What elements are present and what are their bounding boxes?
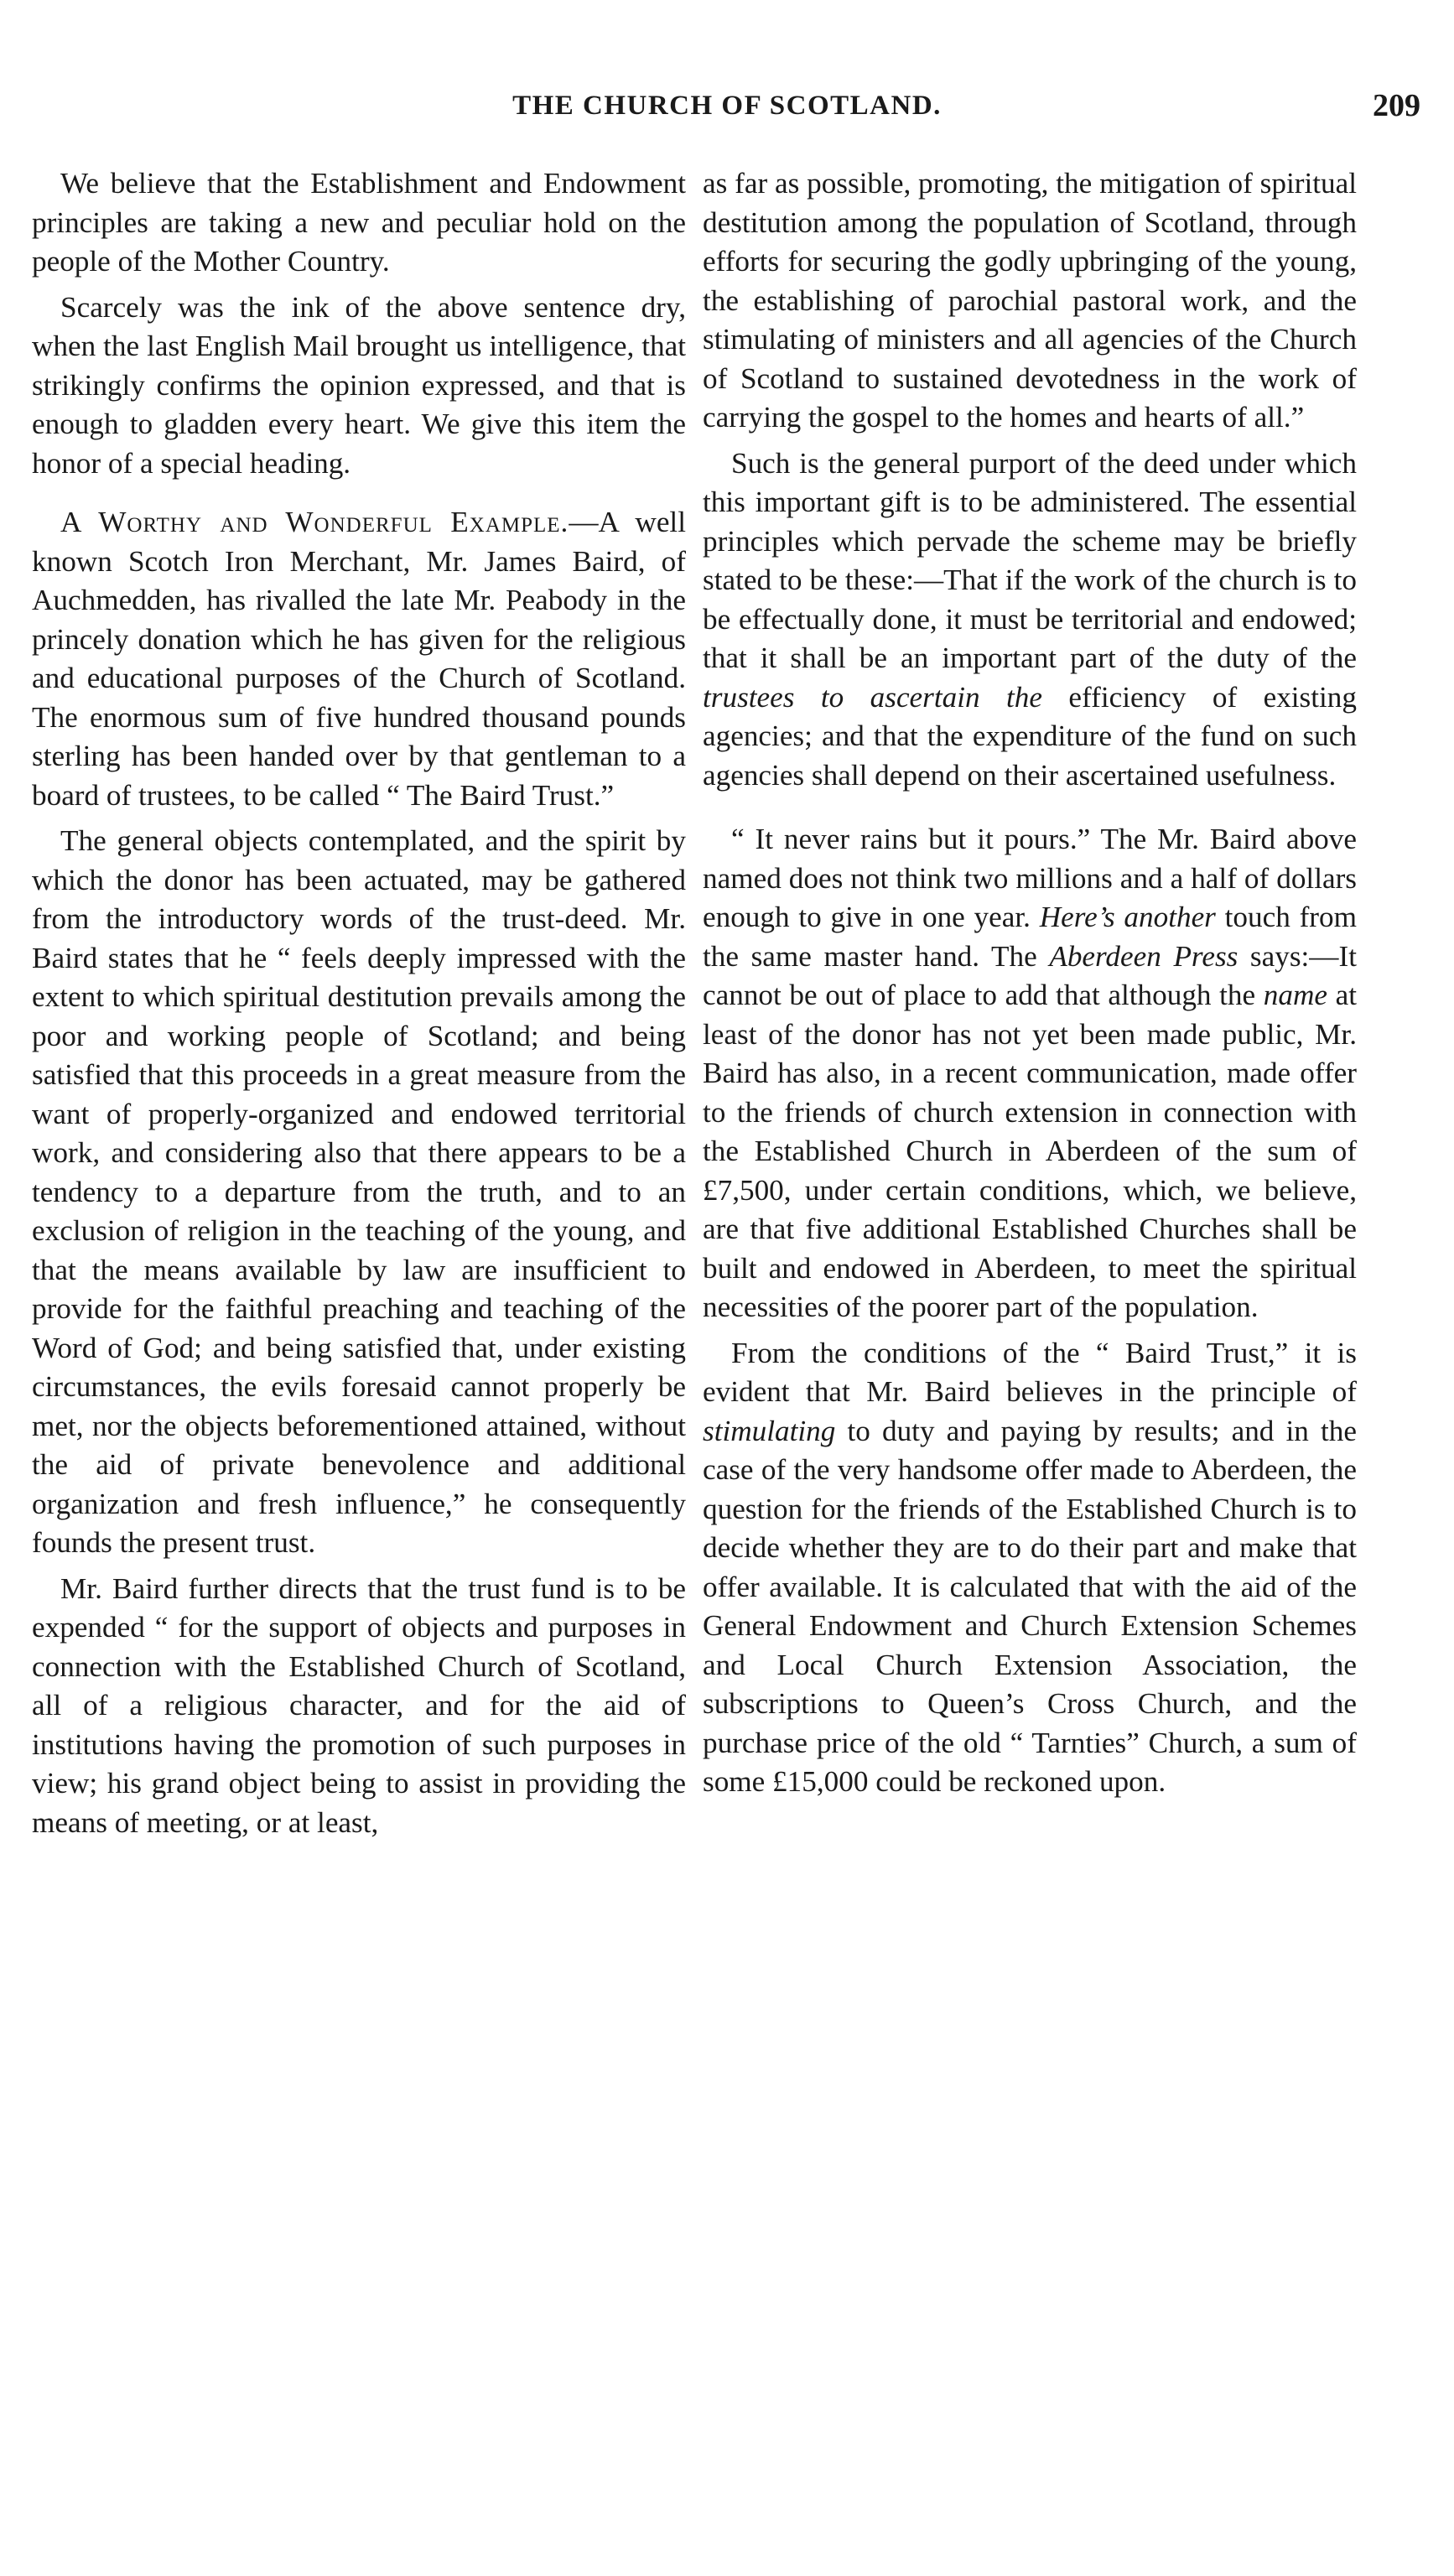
italic-text: name (1263, 979, 1327, 1011)
paragraph: Scarcely was the ink of the above sentence dry, when the last English Mail brought us intelligence, that strikingly confirms the opinion expressed, and that is enough to gladden every heart. We give this item the honor of a special heading. (32, 290, 686, 480)
page-header (34, 88, 1420, 132)
paragraph-text: From the conditions of the “ Baird Trust,” it is evident that Mr. Baird believes in the principle of (703, 1336, 1357, 1408)
right-column (703, 164, 1357, 1809)
italic-text: Here’s another (1039, 901, 1216, 933)
paragraph-text: efficiency of existing agencies; and that the expenditure of the fund on such agencies shall depend on their ascertained usefulness. (703, 680, 1357, 792)
paragraph-text: touch from the same master hand. The (703, 901, 1357, 973)
paragraph-text: Such is the general purport of the deed under which this important gift is to be administered. The essential principles which pervade the scheme may be briefly stated to be these:—That if the work of the church is to be effectually done, it must be territorial and endowed; that it shall be an important part of the duty of the (703, 446, 1357, 674)
italic-text: trustees to ascertain the (703, 680, 1043, 714)
paragraph-text: “ It never rains but it pours.” The Mr. Baird above named does not think two millions and a half of dollars enough to give in one year. (703, 823, 1357, 933)
paragraph (703, 820, 1357, 1327)
paragraph-text: to duty and paying by results; and in the case of the very handsome offer made to Aberdeen, the question for the friends of the Established Church is to decide whether they are to do their part and make that offer available. It is calculated that with the aid of the General Endowment and Church Extension Schemes and Local Church Extension Association, the subscriptions to Queen’s Cross Church, and the purchase price of the old “ Tarnties” Church, a sum of some £15,000 could be reckoned upon. (703, 1414, 1357, 1798)
paragraph (703, 444, 1357, 796)
section-paragraph (32, 503, 686, 815)
left-column (32, 164, 686, 1849)
running-title: THE CHURCH OF SCOTLAND. (512, 91, 942, 121)
paragraph-text: —A well known Scotch Iron Merchant, Mr. James Baird, of Auchmedden, has rivalled the late Mr. Peabody in the princely donation which he has given for the religious and educational purposes of the Church of Scotland. The enormous sum of five hundred thousand pounds sterling has been handed over by that gentleman to a board of trustees, to be called “ The Baird Trust.” (32, 506, 686, 812)
paragraph (703, 1334, 1357, 1802)
paragraph: We believe that the Establishment and Endowment principles are taking a new and peculiar hold on the people of the Mother Country. (32, 167, 686, 278)
paragraph: as far as possible, promoting, the mitigation of spiritual destitution among the population of Scotland, through efforts for securing the godly upbringing of the young, the establishing of parochial pastoral work, and the stimulating of ministers and all agencies of the Church of Scotland to sustained devotedness in the work of carrying the gospel to the homes and hearts of all.” (703, 167, 1357, 434)
paragraph: The general objects contemplated, and the spirit by which the donor has been actuated, may be gathered from the introductory words of the trust-deed. Mr. Baird states that he “ feels deeply impressed with the extent to which spiritual destitution prevails among the poor and working people of Scotland; and being satisfied that this proceeds in a great measure from the want of properly-organized and endowed territorial work, and considering also that there appears to be a tendency to a departure from the truth, and to an exclusion of religion in the teaching of the young, and that the means available by law are insufficient to provide for the faithful preaching and teaching of the Word of God; and being satisfied that, under existing circumstances, the evils foresaid cannot properly be met, nor the objects beforementioned attained, without the aid of private benevolence and additional organization and fresh influence,” he consequently founds the present trust. (32, 824, 686, 1559)
section-heading: A Worthy and Wonderful Example. (60, 506, 569, 538)
paragraph-text: says:—It cannot be out of place to add that although the (703, 939, 1357, 1011)
italic-text: stimulating (703, 1414, 836, 1447)
paragraph: Mr. Baird further directs that the trust fund is to be expended “ for the support of objects and purposes in connection with the Established Church of Scotland, all of a religious character, and for the aid of institutions having the promotion of such purposes in view; his grand object being to assist in providing the means of meeting, or at least, (32, 1571, 686, 1839)
page-number: 209 (1373, 88, 1420, 123)
italic-text: Aberdeen Press (1049, 939, 1238, 973)
paragraph-text: at least of the donor has not yet been made public, Mr. Baird has also, in a recent communication, made offer to the friends of church extension in connection with the Established Church in Aberdeen of the sum of £7,500, under certain conditions, which, we believe, are that five additional Established Churches shall be built and endowed in Aberdeen, to meet the spiritual necessities of the poorer part of the population. (703, 979, 1357, 1323)
